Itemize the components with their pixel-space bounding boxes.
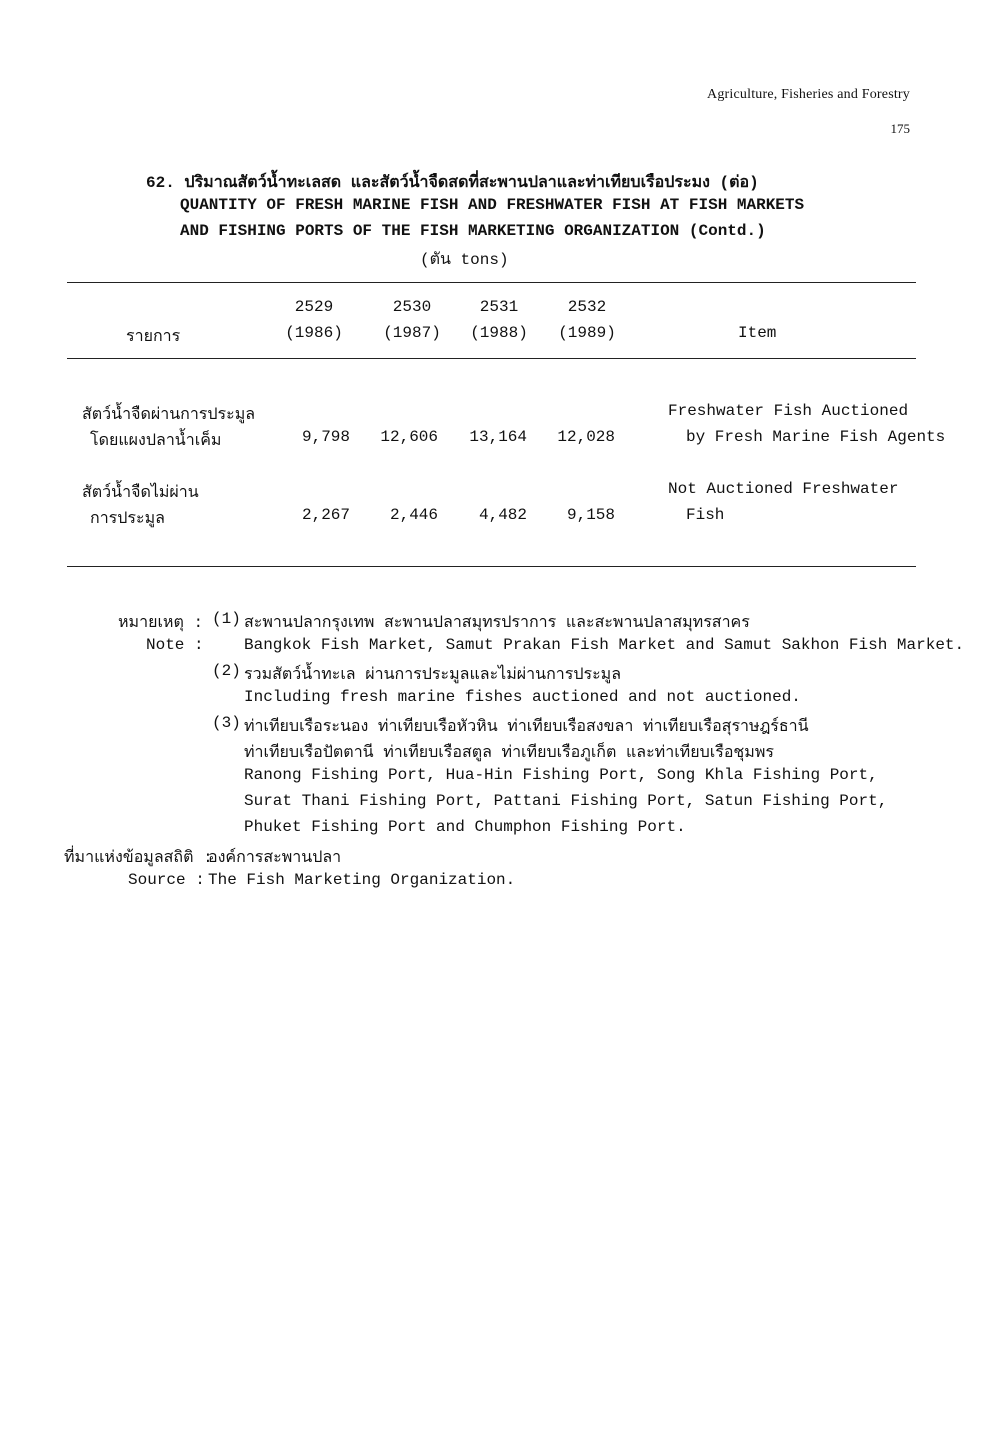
header-year-ad: (1986) — [285, 324, 343, 342]
row-label-english: Not Auctioned Freshwater — [668, 480, 899, 498]
header-year-thai: 2530 — [392, 298, 432, 316]
header-year-ad: (1989) — [558, 324, 616, 342]
header-year-thai: 2532 — [567, 298, 607, 316]
header-item-english: Item — [738, 324, 777, 342]
header-year-ad: (1988) — [470, 324, 528, 342]
note-3-english-line3: Phuket Fishing Port and Chumphon Fishing Port. — [244, 818, 686, 836]
note-1-thai: สะพานปลากรุงเทพ สะพานปลาสมุทรปราการ และสะพานปลาสมุทรสาคร — [244, 614, 750, 632]
note-label-english: Note : — [146, 636, 204, 654]
note-marker: (3) — [212, 714, 241, 732]
row-label-thai: โดยแผงปลาน้ำเค็ม — [90, 432, 222, 450]
header-year-thai: 2529 — [294, 298, 334, 316]
table-title-thai: 62. ปริมาณสัตว์น้ำทะเลสด และสัตว์น้ำจืดสดที่สะพานปลาและท่าเทียบเรือประมง (ต่อ) — [146, 174, 759, 192]
source-label-thai: ที่มาแห่งข้อมูลสถิติ : — [64, 849, 213, 867]
header-year-ad: (1987) — [383, 324, 441, 342]
header-year-thai: 2531 — [479, 298, 519, 316]
row-label-thai: สัตว์น้ำจืดผ่านการประมูล — [82, 406, 256, 424]
row-label-english: Freshwater Fish Auctioned — [668, 402, 909, 420]
table-cell: 12,028 — [557, 428, 615, 446]
note-marker: (1) — [212, 610, 241, 628]
table-cell: 12,606 — [380, 428, 438, 446]
page-number: 175 — [890, 121, 910, 136]
table-cell: 9,798 — [301, 428, 350, 446]
note-marker: (2) — [212, 662, 241, 680]
note-label-thai: หมายเหตุ : — [118, 614, 204, 632]
table-header-rule — [67, 358, 916, 359]
note-3-thai-line2: ท่าเทียบเรือปัตตานี ท่าเทียบเรือสตูล ท่าเทียบเรือภูเก็ต และท่าเทียบเรือชุมพร — [244, 744, 774, 762]
source-english: The Fish Marketing Organization. — [208, 871, 516, 889]
source-thai: องค์การสะพานปลา — [208, 849, 342, 867]
source-label-english: Source : — [128, 871, 205, 889]
note-2-thai: รวมสัตว์น้ำทะเล ผ่านการประมูลและไม่ผ่านการประมูล — [244, 666, 622, 684]
note-2-english: Including fresh marine fishes auctioned and not auctioned. — [244, 688, 801, 706]
table-title-english-line2: AND FISHING PORTS OF THE FISH MARKETING ORGANIZATION (Contd.) — [180, 222, 766, 240]
note-3-english-line1: Ranong Fishing Port, Hua-Hin Fishing Port, Song Khla Fishing Port, — [244, 766, 878, 784]
unit-label: (ตัน tons) — [420, 251, 509, 269]
table-cell: 2,446 — [389, 506, 438, 524]
note-3-thai-line1: ท่าเทียบเรือระนอง ท่าเทียบเรือหัวหิน ท่าเทียบเรือสงขลา ท่าเทียบเรือสุราษฎร์ธานี — [244, 718, 809, 736]
header-item-thai: รายการ — [126, 328, 181, 346]
note-1-english: Bangkok Fish Market, Samut Prakan Fish Market and Samut Sakhon Fish Market. — [244, 636, 965, 654]
table-cell: 2,267 — [301, 506, 350, 524]
row-label-english: Fish — [686, 506, 725, 524]
row-label-thai: การประมูล — [90, 510, 165, 528]
row-label-english: by Fresh Marine Fish Agents — [686, 428, 946, 446]
note-3-english-line2: Surat Thani Fishing Port, Pattani Fishing Port, Satun Fishing Port, — [244, 792, 888, 810]
table-title-english-line1: QUANTITY OF FRESH MARINE FISH AND FRESHWATER FISH AT FISH MARKETS — [180, 196, 805, 214]
row-label-thai: สัตว์น้ำจืดไม่ผ่าน — [82, 484, 199, 502]
table-top-rule — [67, 282, 916, 283]
table-cell: 9,158 — [566, 506, 615, 524]
table-cell: 4,482 — [478, 506, 527, 524]
running-head: Agriculture, Fisheries and Forestry — [707, 87, 910, 102]
table-cell: 13,164 — [469, 428, 527, 446]
table-bottom-rule — [67, 566, 916, 567]
